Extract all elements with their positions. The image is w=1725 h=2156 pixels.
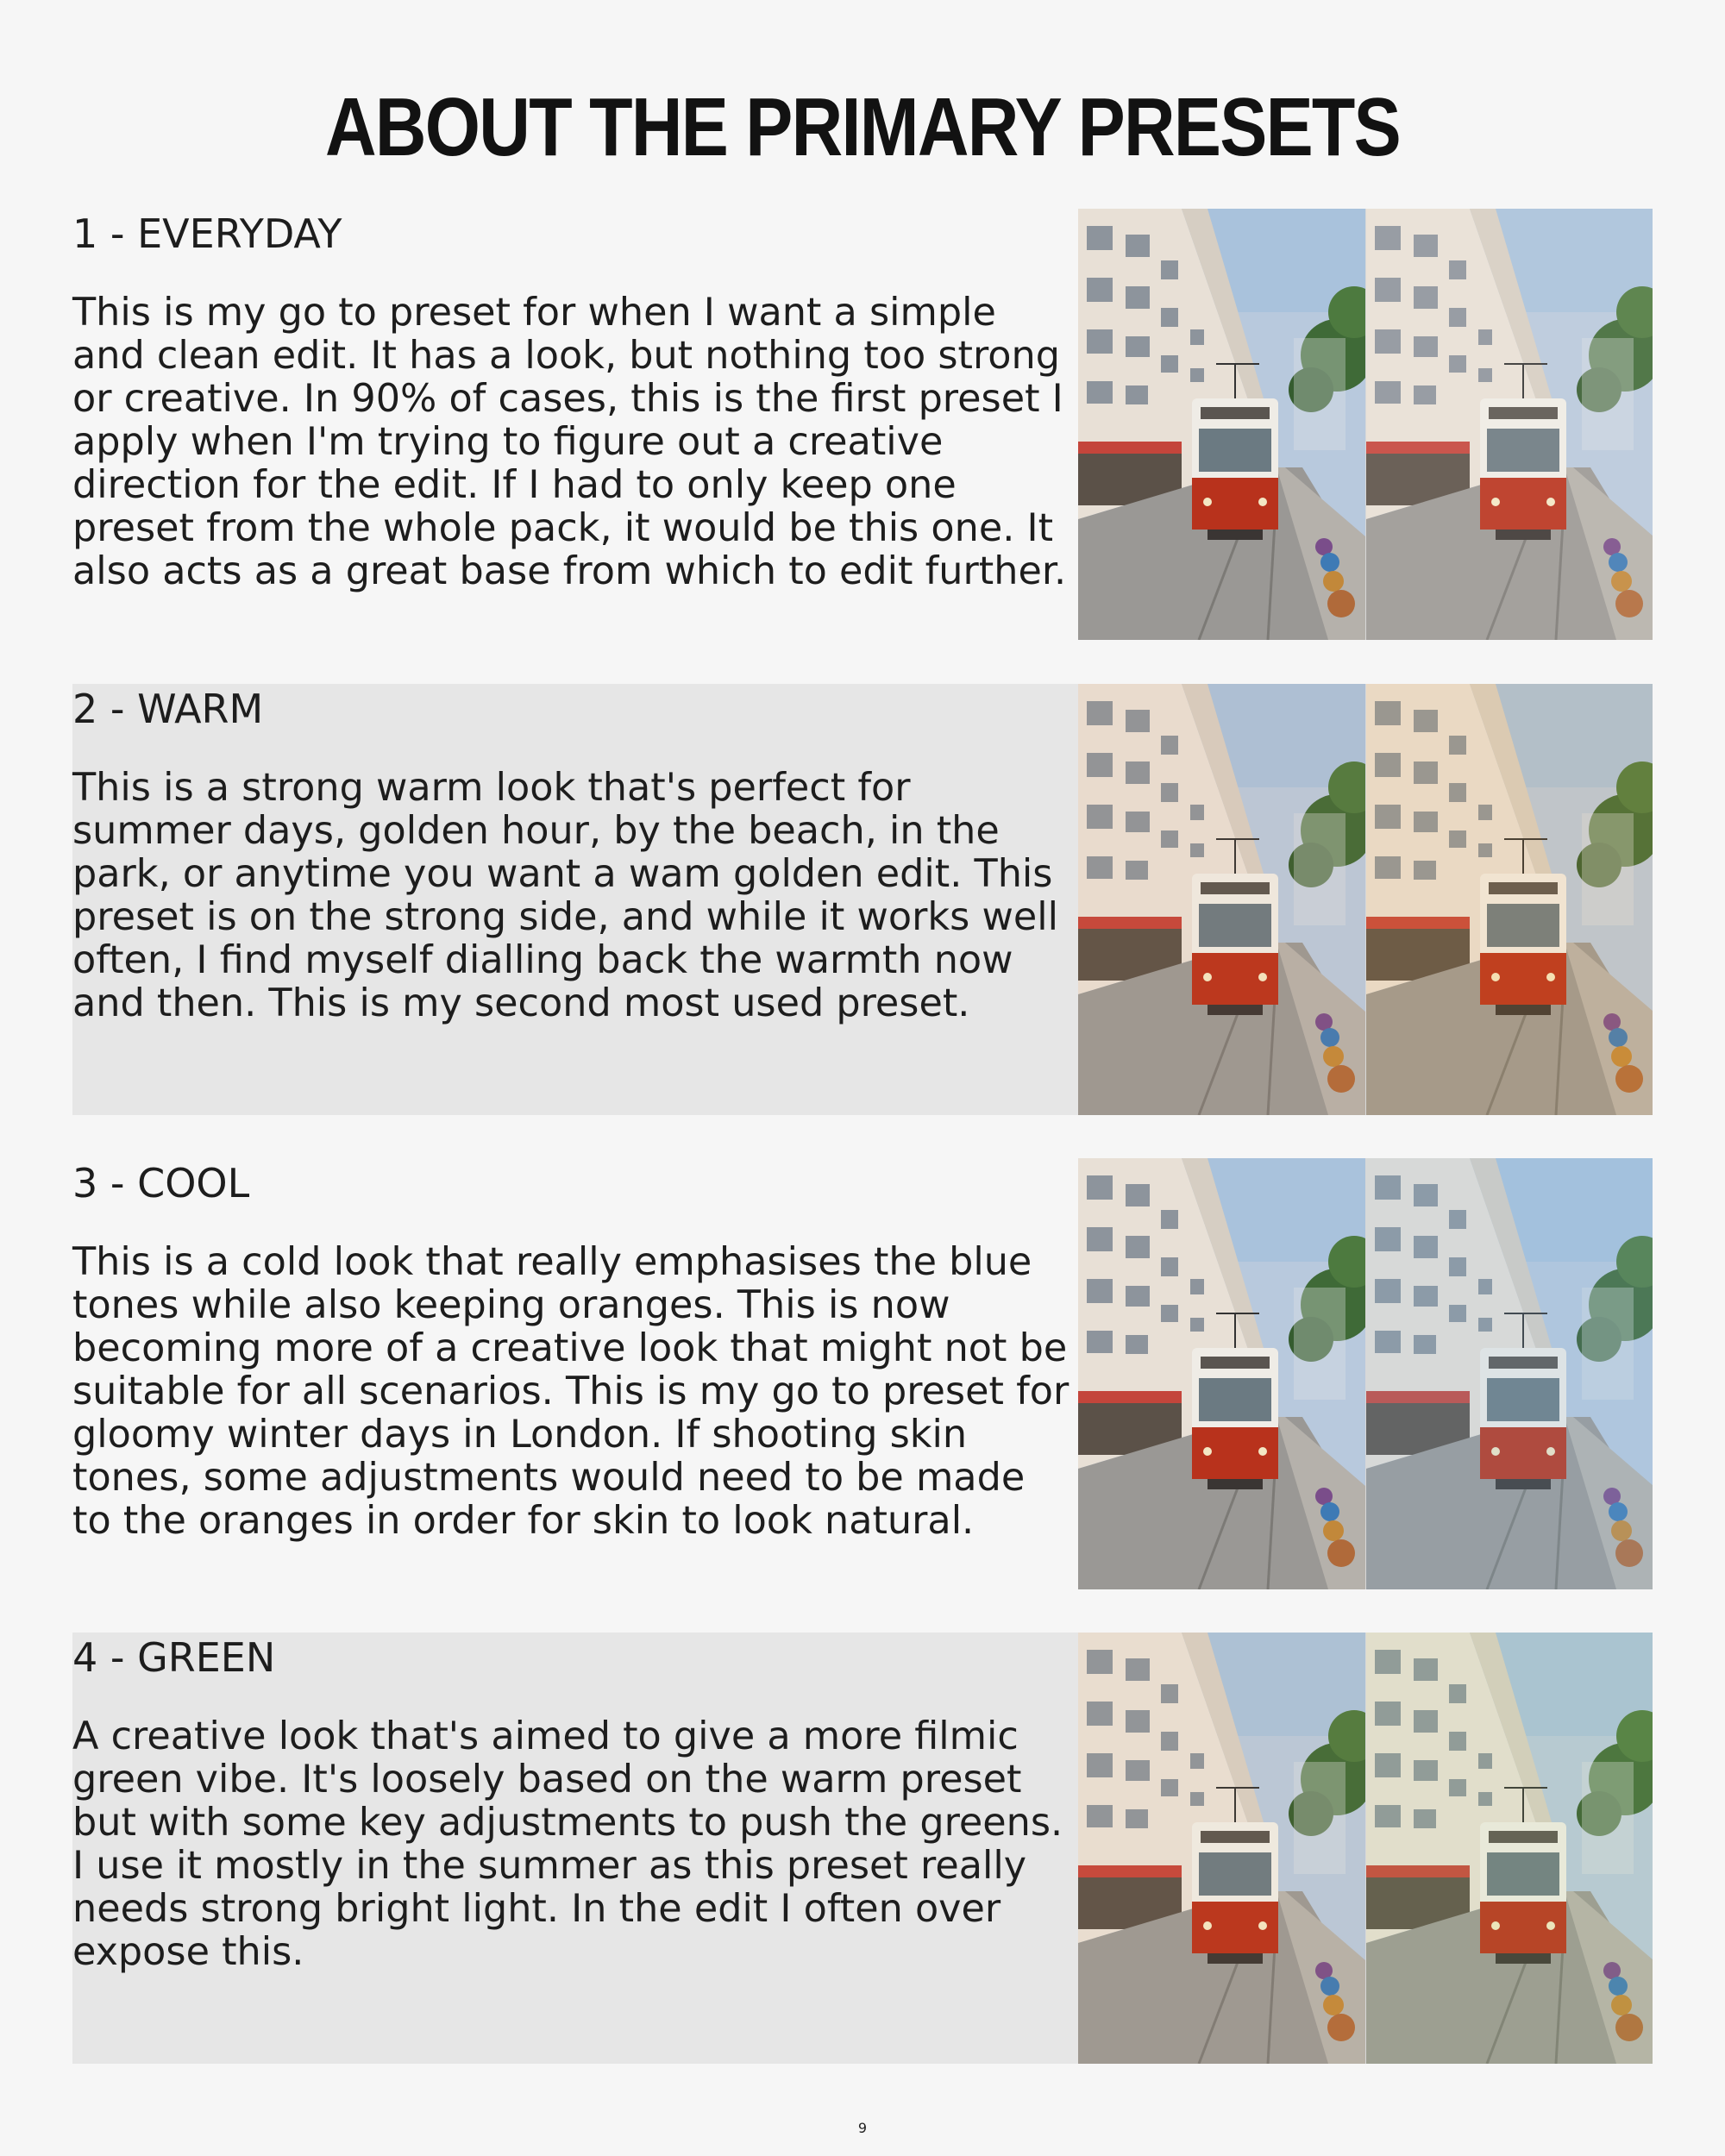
preset-heading: 2 - WARM — [72, 686, 264, 732]
preset-section-warm — [72, 684, 1078, 1115]
before-photo — [1078, 1633, 1365, 2064]
preset-section-cool — [72, 1158, 1078, 1589]
page-number: 9 — [857, 2120, 868, 2136]
after-photo — [1365, 209, 1653, 640]
after-photo — [1365, 684, 1653, 1115]
preset-section-green — [72, 1633, 1078, 2064]
preset-heading: 1 - EVERYDAY — [72, 210, 342, 257]
preset-photo-pair-cool — [1078, 1158, 1653, 1589]
before-photo — [1078, 684, 1365, 1115]
after-photo — [1365, 1158, 1653, 1589]
before-photo — [1078, 1158, 1365, 1589]
preset-description: A creative look that's aimed to give a more filmic green vibe. It's loosely based on the warm preset but with some key adjustments to push the greens. I use it mostly in the summer as this preset really needs strong bright light. In the edit I often over expose this. — [72, 1714, 1063, 1974]
preset-heading: 3 - COOL — [72, 1160, 250, 1206]
preset-heading: 4 - GREEN — [72, 1634, 276, 1681]
preset-description: This is a cold look that really emphasises the blue tones while also keeping oranges. This is now becoming more of a creative look that might not be suitable for all scenarios. This is my go to preset for gloomy winter days in London. If shooting skin tones, some adjustments would need to be made to the oranges in order for skin to look natural. — [72, 1240, 1070, 1543]
preset-section-everyday — [72, 209, 1078, 640]
after-photo — [1365, 1633, 1653, 2064]
preset-description: This is a strong warm look that's perfect for summer days, golden hour, by the beach, in the park, or anytime you want a wam golden edit. This preset is on the strong side, and while it works well often, I find myself dialling back the warmth now and then. This is my second most used preset. — [72, 766, 1058, 1025]
preset-photo-pair-warm — [1078, 684, 1653, 1115]
preset-photo-pair-green — [1078, 1633, 1653, 2064]
preset-photo-pair-everyday — [1078, 209, 1653, 640]
preset-description: This is my go to preset for when I want a simple and clean edit. It has a look, but nothing too strong or creative. In 90% of cases, this is the first preset I apply when I'm trying to figure out a creative direction for the edit. If I had to only keep one preset from the whole pack, it would be this one. It also acts as a great base from which to edit further. — [72, 291, 1067, 593]
page-title: ABOUT THE PRIMARY PRESETS — [324, 81, 1400, 173]
before-photo — [1078, 209, 1365, 640]
